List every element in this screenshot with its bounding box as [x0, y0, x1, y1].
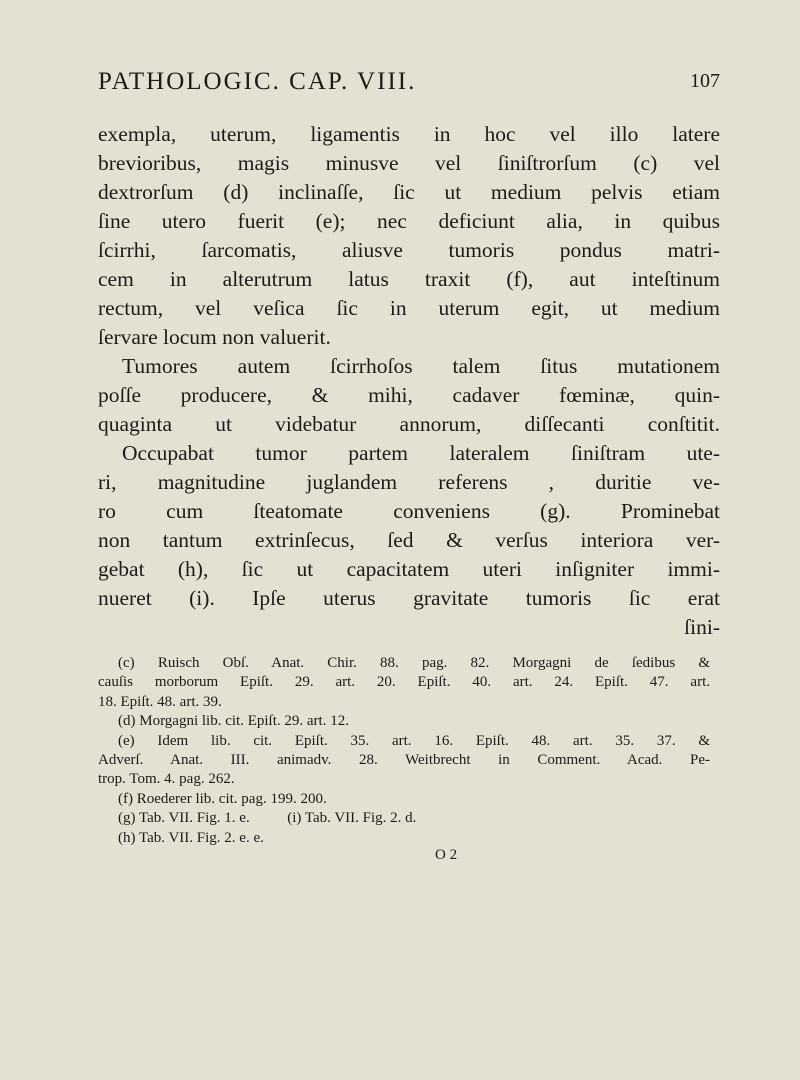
text-line: Tumores autem ſcirrhoſos talem ſitus mutationem [122, 354, 720, 378]
text-line: ſine utero fuerit (e); nec deficiunt alia, in quibus [98, 209, 720, 233]
text-line: dextrorſum (d) inclinaſſe, ſic ut medium pelvis etiam [98, 180, 720, 204]
text-line: quaginta ut videbatur annorum, diſſecanti conſtitit. [98, 412, 720, 436]
footnote-line: (g) Tab. VII. Fig. 1. e. (i) Tab. VII. Fig. 2. d. [118, 810, 417, 827]
text-line: exempla, uterum, ligamentis in hoc vel illo latere [98, 122, 720, 146]
text-line: Occupabat tumor partem lateralem ſiniſtram ute- [122, 441, 720, 465]
text-line: ro cum ſteatomate conveniens (g). Prominebat [98, 499, 720, 523]
text-line: ſcirrhi, ſarcomatis, aliusve tumoris pondus matri- [98, 238, 720, 262]
footnotes [98, 654, 710, 848]
text-line: non tantum extrinſecus, ſed & verſus interiora ver- [98, 528, 720, 552]
footnote-line: (e) Idem lib. cit. Epiſt. 35. art. 16. Epiſt. 48. art. 35. 37. & [118, 732, 710, 749]
footnote-line: (f) Roederer lib. cit. pag. 199. 200. [118, 790, 327, 807]
footnote-line: Adverſ. Anat. III. animadv. 28. Weitbrecht in Comment. Acad. Pe- [98, 751, 710, 768]
text-line: brevioribus, magis minusve vel ſiniſtrorſum (c) vel [98, 151, 720, 175]
signature-mark: O 2 [435, 847, 458, 863]
text-line: cem in alterutrum latus traxit (f), aut inteſtinum [98, 267, 720, 291]
text-line: poſſe producere, & mihi, cadaver fœminæ, quin- [98, 383, 720, 407]
running-title: PATHOLOGIC. CAP. VIII. [98, 68, 417, 95]
body-text [98, 120, 720, 642]
footnote-line: (c) Ruisch Obſ. Anat. Chir. 88. pag. 82. Morgagni de ſedibus & [118, 655, 710, 671]
footnote-line: trop. Tom. 4. pag. 262. [98, 771, 235, 788]
running-header [98, 68, 720, 102]
page-number: 107 [690, 70, 720, 92]
text-line: rectum, vel veſica ſic in uterum egit, ut medium [98, 296, 720, 320]
text-line: ſervare locum non valuerit. [98, 325, 331, 349]
footnote-line: (h) Tab. VII. Fig. 2. e. e. [118, 829, 264, 846]
footnote-line: 18. Epiſt. 48. art. 39. [98, 693, 222, 710]
text-line: gebat (h), ſic ut capacitatem uteri inſigniter immi- [98, 557, 720, 581]
footnote-line: cauſis morborum Epiſt. 29. art. 20. Epiſt. 40. art. 24. Epiſt. 47. art. [98, 674, 710, 691]
text-line: nueret (i). Ipſe uterus gravitate tumoris ſic erat [98, 586, 720, 610]
catchword: ſini- [684, 615, 720, 639]
text-line: ri, magnitudine juglandem referens , duritie ve- [98, 470, 720, 494]
footnote-line: (d) Morgagni lib. cit. Epiſt. 29. art. 12. [118, 713, 349, 730]
